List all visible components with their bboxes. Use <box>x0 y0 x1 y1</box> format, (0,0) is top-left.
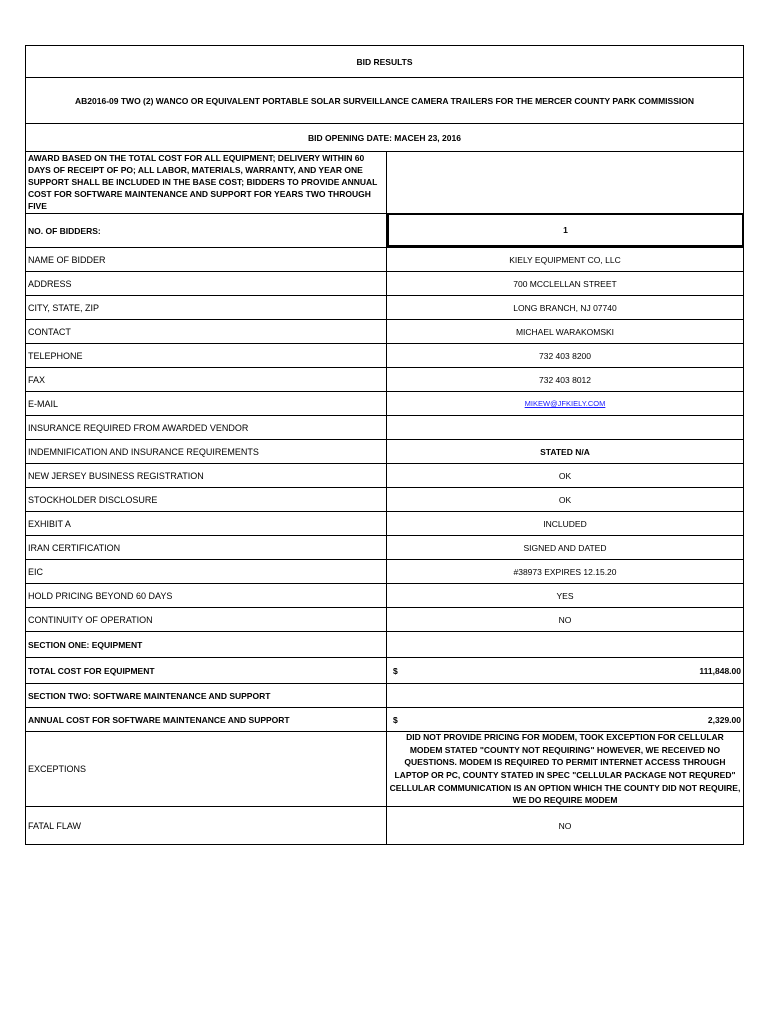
exceptions-text: DID NOT PROVIDE PRICING FOR MODEM, TOOK EXCEPTION FOR CELLULAR MODEM STATED "COUNTY NOT REQUIRING" HOWEVER, WE RECEIVED NO QUESTIONS. MODEM IS REQUIRED TO PERMIT INTERNET ACCESS THROUGH LAPTOP OR PC, COUNTY STATED IN SPEC "CELLULAR PACKAGE NOT REQURED" CELLULAR COMMUNICATION IS AN OPTION WHICH THE COUNTY DID NOT REQUIRE, WE DO REQUIRE MODEM <box>389 732 741 806</box>
bid-results-table <box>25 45 744 845</box>
opening-date: BID OPENING DATE: MACEH 23, 2016 <box>308 132 461 143</box>
row-label: CITY, STATE, ZIP <box>26 296 387 319</box>
award-basis: AWARD BASED ON THE TOTAL COST FOR ALL EQUIPMENT; DELIVERY WITHIN 60 DAYS OF RECEIPT OF PO; ALL LABOR, MATERIALS, WARRANTY, AND YEAR ONE SUPPORT SHALL BE INCLUDED IN THE BASE COST; BIDDERS TO PROVIDE ANNUAL COST FOR SOFTWARE MAINTENANCE AND SUPPORT FOR YEARS TWO THROUGH FIVE <box>26 152 387 213</box>
opening-date-row <box>26 124 743 152</box>
exceptions-row <box>26 732 743 807</box>
row-label: HOLD PRICING BEYOND 60 DAYS <box>26 584 387 607</box>
table-row <box>26 368 743 392</box>
section-two-row <box>26 684 743 708</box>
award-basis-row <box>26 152 743 214</box>
section-two-heading: SECTION TWO: SOFTWARE MAINTENANCE AND SUPPORT <box>26 684 387 707</box>
bidder-city: LONG BRANCH, NJ 07740 <box>513 302 617 313</box>
annual-cost-label: ANNUAL COST FOR SOFTWARE MAINTENANCE AND SUPPORT <box>26 708 387 731</box>
section-two-blank <box>387 684 743 707</box>
bidders-count: 1 <box>387 213 744 247</box>
table-row <box>26 560 743 584</box>
table-row <box>26 248 743 272</box>
bidder-contact: MICHAEL WARAKOMSKI <box>515 326 615 337</box>
equipment-total-row <box>26 658 743 684</box>
row-label: NAME OF BIDDER <box>26 248 387 271</box>
annual-cost-row <box>26 708 743 732</box>
project-title: AB2016-09 TWO (2) WANCO OR EQUIVALENT PORTABLE SOLAR SURVEILLANCE CAMERA TRAILERS FOR THE MERCER COUNTY PARK COMMISSION <box>75 95 694 106</box>
award-basis-value <box>387 152 743 213</box>
indemnification-value: STATED N/A <box>540 446 590 457</box>
project-row <box>26 78 743 124</box>
row-label: CONTINUITY OF OPERATION <box>26 608 387 631</box>
exhibit-a-value: INCLUDED <box>543 518 587 529</box>
bidders-label: NO. OF BIDDERS: <box>26 214 387 247</box>
fatal-flaw-value: NO <box>558 820 572 831</box>
section-one-heading: SECTION ONE: EQUIPMENT <box>26 632 387 657</box>
fatal-flaw-row <box>26 807 743 844</box>
row-label: EXHIBIT A <box>26 512 387 535</box>
equipment-total-label: TOTAL COST FOR EQUIPMENT <box>26 658 387 683</box>
table-row <box>26 392 743 416</box>
annual-cost-cell <box>387 708 743 731</box>
currency-symbol: $ <box>393 714 398 725</box>
row-label: CONTACT <box>26 320 387 343</box>
hold-pricing-value: YES <box>556 590 574 601</box>
bidder-fax: 732 403 8012 <box>539 374 591 385</box>
fatal-flaw-label: FATAL FLAW <box>26 807 387 844</box>
table-row <box>26 584 743 608</box>
bidders-row <box>26 214 743 248</box>
bidder-telephone: 732 403 8200 <box>539 350 591 361</box>
row-label: NEW JERSEY BUSINESS REGISTRATION <box>26 464 387 487</box>
continuity-value: NO <box>558 614 572 625</box>
iran-value: SIGNED AND DATED <box>523 542 607 553</box>
page-title: BID RESULTS <box>356 56 413 67</box>
section-one-blank <box>387 632 743 657</box>
currency-symbol: $ <box>393 665 398 676</box>
row-label: IRAN CERTIFICATION <box>26 536 387 559</box>
row-label: EIC <box>26 560 387 583</box>
table-row <box>26 608 743 632</box>
row-label: ADDRESS <box>26 272 387 295</box>
row-label: INDEMNIFICATION AND INSURANCE REQUIREMENTS <box>26 440 387 463</box>
table-row <box>26 272 743 296</box>
row-label: TELEPHONE <box>26 344 387 367</box>
section-one-row <box>26 632 743 658</box>
table-row <box>26 416 743 440</box>
registration-value: OK <box>558 470 572 481</box>
insurance-value <box>387 416 743 439</box>
equipment-total-value: 111,848.00 <box>699 665 741 676</box>
row-label: INSURANCE REQUIRED FROM AWARDED VENDOR <box>26 416 387 439</box>
row-label: E-MAIL <box>26 392 387 415</box>
eic-value: #38973 EXPIRES 12.15.20 <box>513 566 617 577</box>
stockholder-value: OK <box>558 494 572 505</box>
exceptions-label: EXCEPTIONS <box>26 732 387 806</box>
table-row <box>26 344 743 368</box>
table-row <box>26 320 743 344</box>
table-row <box>26 464 743 488</box>
annual-cost-value: 2,329.00 <box>707 714 741 725</box>
bidder-name: KIELY EQUIPMENT CO, LLC <box>509 254 621 265</box>
equipment-total-cell <box>387 658 743 683</box>
email-cell <box>387 392 743 415</box>
email-link[interactable]: MIKEW@JFKIELY.COM <box>524 399 606 408</box>
table-row <box>26 440 743 464</box>
table-row <box>26 512 743 536</box>
table-row <box>26 536 743 560</box>
row-label: FAX <box>26 368 387 391</box>
row-label: STOCKHOLDER DISCLOSURE <box>26 488 387 511</box>
table-row <box>26 488 743 512</box>
title-row <box>26 46 743 78</box>
bidder-address: 700 MCCLELLAN STREET <box>513 278 617 289</box>
table-row <box>26 296 743 320</box>
